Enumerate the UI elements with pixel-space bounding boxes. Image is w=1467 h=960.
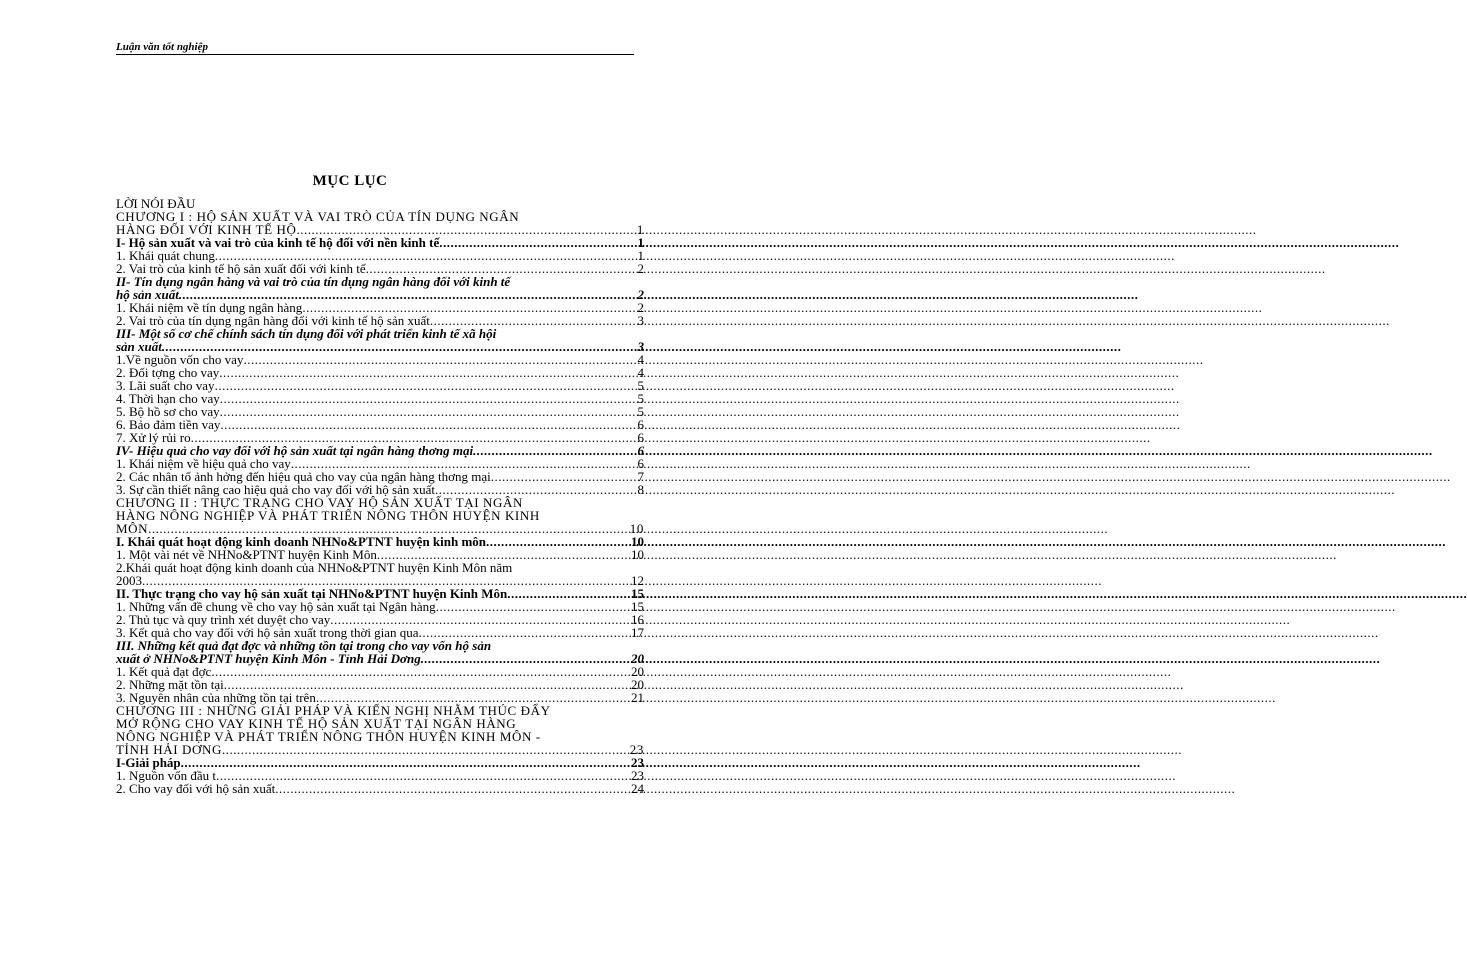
toc-entry-text: 1. Khái quát chung (116, 248, 215, 263)
toc-page-number: 15 (631, 599, 644, 614)
toc-entry-text: 2. Những mặt tồn tại (116, 677, 224, 692)
toc-entry-text: 7. Xử lý rủi ro (116, 430, 191, 445)
toc-page-number: 6 (637, 456, 644, 471)
toc-entry-text: MÔN (116, 521, 149, 536)
toc-leader-dots (275, 782, 630, 795)
toc-page-number: 7 (637, 469, 644, 484)
toc-entry-text: 5. Bộ hồ sơ cho vay (116, 404, 220, 419)
toc-entry-text: 2. Vai trò của kinh tế hộ sản xuất đối với kinh tế (116, 261, 366, 276)
toc-entry-text: HÀNG ĐỐI VỚI KINH TẾ HỘ (116, 222, 297, 237)
toc-page-number: 16 (631, 612, 644, 627)
toc-page-number: 6 (637, 430, 644, 445)
toc-page-number: 10 (629, 521, 644, 536)
toc-entry-text: 1. Khái niệm về tín dụng ngân hàng (116, 300, 303, 315)
toc-page-number: 20 (631, 664, 644, 679)
toc-page-number: 4 (637, 352, 644, 367)
toc-entry-text: II- Tín dụng ngân hàng và vai trò của tín dụng ngân hàng đối với kinh tế (116, 274, 511, 289)
toc-page-number: 12 (631, 573, 644, 588)
toc-entry-text: 2003 (116, 573, 142, 588)
toc-entry-text: 1. Nguồn vốn đầu t (116, 768, 217, 783)
toc-entry-text: 2. Đối tợng cho vay (116, 365, 220, 380)
toc-entry-text: xuất ở NHNo&PTNT huyện Kinh Môn - Tỉnh Hải Dơng (116, 651, 421, 666)
toc-page-number: 1 (637, 248, 644, 263)
toc-page-number: 20 (631, 651, 644, 666)
toc-entry-text: 1. Những vấn đề chung về cho vay hộ sản xuất tại Ngân hàng (116, 599, 436, 614)
toc-page-number: 23 (631, 768, 644, 783)
toc-page-number: 3 (637, 313, 644, 328)
toc-entry-text: II. Thực trạng cho vay hộ sản xuất tại NHNo&PTNT huyện Kinh Môn (116, 586, 508, 601)
toc-entry-text: 2. Vai trò của tín dụng ngân hàng đối với kinh tế hộ sản xuất (116, 313, 430, 328)
toc-entry-text: I. Khái quát hoạt động kinh doanh NHNo&PTNT huyện kinh môn (116, 534, 487, 549)
toc-page-number: 10 (631, 547, 644, 562)
toc-page-number: 3 (637, 339, 644, 354)
running-header: Luận văn tốt nghiệp (116, 40, 634, 55)
toc-page-number: 2 (637, 300, 644, 315)
toc-page-number: 4 (637, 365, 644, 380)
toc-entry-text: LỜI NÓI ĐẦU (116, 196, 196, 211)
toc-entry-text: 3. Sự cần thiết nâng cao hiệu quả cho vay đối với hộ sản xuất (116, 482, 435, 497)
toc-entry-text: I- Hộ sản xuất và vai trò của kinh tế hộ đối với nền kinh tế (116, 235, 440, 250)
page-title: MỤC LỤC (312, 173, 388, 189)
toc-page-number: 2 (637, 287, 644, 302)
toc-page-number: 1 (637, 235, 644, 250)
toc-entry-text: 2. Thủ tục và quy trình xét duyệt cho vay (116, 612, 331, 627)
toc-page-number: 5 (637, 391, 644, 406)
toc-entry-text: CHƯƠNG II : THỰC TRẠNG CHO VAY HỘ SẢN XUẤT TẠI NGÂN (116, 495, 523, 510)
toc-page-number: 8 (637, 482, 644, 497)
toc-entry-text: III- Một số cơ chế chính sách tín dụng đối với phát triển kinh tế xã hội (116, 326, 497, 341)
toc-entry-text: 2. Các nhân tố ảnh hởng đến hiệu quả cho vay của ngân hàng thơng mại (116, 469, 491, 484)
toc-entry-text: I-Giải pháp (116, 755, 181, 770)
toc-entry-text: 2.Khái quát hoạt động kinh doanh của NHNo&PTNT huyện Kinh Môn năm (116, 560, 513, 575)
toc-page-number: 5 (637, 378, 644, 393)
toc-entry-text: 1. Một vài nét về NHNo&PTNT huyện Kinh Môn (116, 547, 377, 562)
toc-entry-text: III. Những kết quả đạt đợc và những tồn tại trong cho vay vốn hộ sản (116, 638, 492, 653)
toc-page-number: 6 (637, 443, 644, 458)
toc-page-number: 2 (637, 261, 644, 276)
toc-entry-text: 1. Kết quả đạt đợc (116, 664, 212, 679)
toc-entry-text: 3. Lãi suất cho vay (116, 378, 215, 393)
toc-page-number: 15 (631, 586, 644, 601)
toc-entry-text: NÔNG NGHIỆP VÀ PHÁT TRIỂN NÔNG THÔN HUYỆN KINH MÔN - (116, 729, 541, 744)
toc-page-number: 21 (631, 690, 644, 705)
document-page (0, 0, 700, 960)
toc-entry-text: 1. Khái niệm về hiệu quả cho vay (116, 456, 291, 471)
toc-page-number: 17 (631, 625, 644, 640)
toc-entry-text: CHƯƠNG I : HỘ SẢN XUẤT VÀ VAI TRÒ CỦA TÍN DỤNG NGÂN (116, 209, 520, 224)
toc-entry-text: MỞ RỘNG CHO VAY KINH TẾ HỘ SẢN XUẤT TẠI NGÂN HÀNG (116, 716, 517, 731)
toc-entry-text: sản xuất (116, 339, 162, 354)
toc-page-number: 23 (629, 742, 644, 757)
toc-entry (116, 782, 644, 795)
toc-page-number: 10 (631, 534, 644, 549)
toc-entry-text: hộ sản xuất (116, 287, 179, 302)
toc-entry-text: 2. Cho vay đối với hộ sản xuất (116, 781, 276, 796)
toc-entry-text: 3. Kết quả cho vay đối với hộ sản xuất trong thời gian qua (116, 625, 419, 640)
toc-page-number: 5 (637, 404, 644, 419)
toc-entry-text: 3. Nguyên nhân của những tồn tại trên (116, 690, 316, 705)
toc-entry-text: CHƯƠNG III : NHỮNG GIẢI PHÁP VÀ KIẾN NGHỊ NHẰM THÚC ĐẨY (116, 703, 551, 718)
toc-entry-text: TỈNH HẢI DƠNG (116, 742, 223, 757)
toc-page-number: 24 (631, 781, 644, 796)
toc-page-number: 23 (631, 755, 644, 770)
toc-page-number: 20 (631, 677, 644, 692)
toc-entry-text: HÀNG NÔNG NGHIỆP VÀ PHÁT TRIỂN NÔNG THÔN HUYỆN KINH (116, 508, 540, 523)
toc-entry-text: 1.Về nguồn vốn cho vay (116, 352, 244, 367)
toc-entry-text: 6. Bảo đảm tiền vay (116, 417, 221, 432)
toc-entry-text: IV- Hiệu quả cho vay đối với hộ sản xuất tại ngân hàng thơng mại (116, 443, 474, 458)
toc-entry-text: 4. Thời hạn cho vay (116, 391, 220, 406)
toc-page-number: 6 (637, 417, 644, 432)
table-of-contents (116, 197, 644, 795)
toc-page-number: 1 (636, 222, 644, 237)
